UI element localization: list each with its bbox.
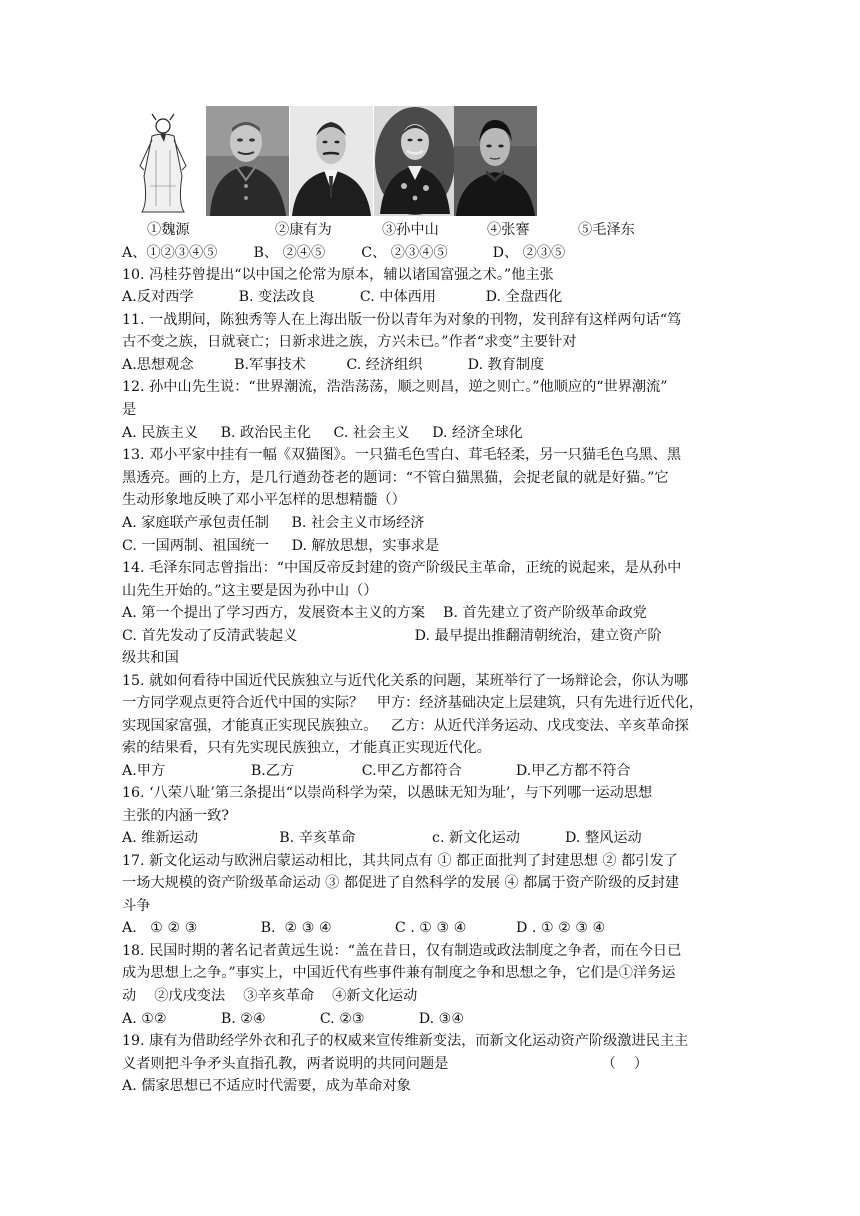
question-line: 11. 一战期间，陈独秀等人在上海出版一份以青年为对象的刊物，发刊辞有这样两句话“笃 [122,312,682,328]
question-line: A.甲方 B.乙方 C.甲乙方都符合 D.甲乙方都不符合 [122,763,631,779]
question-line: A. 维新运动 B. 辛亥革命 c. 新文化运动 D. 整风运动 [122,830,642,846]
question-line: 生动形象地反映了邓小平怎样的思想精髓（） [122,492,406,508]
question-line: 山先生开始的。”这主要是因为孙中山（） [122,583,378,599]
portrait-caption: ④张謇 [487,222,530,238]
question-line: 18. 民国时期的著名记者黄远生说：“盖在昔日，仅有制造或政法制度之争者，而在今日已 [122,943,682,959]
portrait-caption: ②康有为 [275,222,332,238]
question-line: 10. 冯桂芬曾提出“以中国之伦常为原本，辅以诸国富强之术。”他主张 [122,267,554,283]
portrait-caption: ①魏源 [147,222,190,238]
question-line: 古不变之族，日就衰亡；日新求进之族，方兴未已。”作者“求变”主要针对 [122,334,577,350]
question-line: 一方同学观点更符合近代中国的实际？ 甲方：经济基础决定上层建筑，只有先进行近代化， [122,695,704,711]
portrait-zhang-jian-image [374,106,457,216]
question-line: A. 第一个提出了学习西方，发展资本主义的方案 B. 首先建立了资产阶级革命政党 [122,605,647,621]
question-line: 是 [122,402,137,418]
question-line: 14. 毛泽东同志曾指出：“中国反帝反封建的资产阶级民主革命，正统的说起来，是从孙中 [122,560,682,576]
question-line: 黑透亮。画的上方，是几行遒劲苍老的题词：“不管白猫黑猫，会捉老鼠的就是好猫。”它 [122,470,669,486]
question-line: 19. 康有为借助经学外衣和孔子的权威来宣传维新变法，而新文化运动资产阶级激进民主主 [122,1033,689,1049]
question-line: 15. 就如何看待中国近代民族独立与近代化关系的问题，某班举行了一场辩论会，你认为哪 [122,673,689,689]
question-line: 义者则把斗争矛头直指孔教，两者说明的共同问题是 （ ） [122,1056,649,1072]
question-line: 16. ‘八荣八耻’第三条提出“以崇尚科学为荣，以愚昧无知为耻’，与下列哪一运动思想 [122,785,653,801]
question-line: A. 儒家思想已不适应时代需要，成为革命对象 [122,1078,411,1094]
question-line: 实现国家富强，才能真正实现民族独立。 乙方：从近代洋务运动、戊戌变法、辛亥革命探 [122,718,689,734]
portrait-strip [122,106,538,216]
question-line: A. 民族主义 B. 政治民主化 C. 社会主义 D. 经济全球化 [122,425,523,441]
question-line: A.反对西学 B. 变法改良 C. 中体西用 D. 全盘西化 [122,289,563,305]
question-line: 一场大规模的资产阶级革命运动 ③ 都促进了自然科学的发展 ④ 都属于资产阶级的反封建 [122,875,680,891]
question-line: 成为思想上之争。”事实上，中国近代有些事件兼有制度之争和思想之争，它们是①洋务运 [122,965,676,981]
portrait-kang-youwei-image [206,106,289,216]
question-line: C. 首先发动了反清武装起义 D. 最早提出推翻清朝统治，建立资产阶 [122,628,662,644]
question-line: 12. 孙中山先生说：“世界潮流，浩浩荡荡，顺之则昌，逆之则亡。”他顺应的“世界潮流” [122,379,668,395]
portrait-caption: ③孙中山 [382,222,439,238]
portrait-mao-zedong-image [454,106,537,216]
question-line: A. ① ② ③ B. ② ③ ④ C . ① ③ ④ D . ① ② ③ ④ [122,920,606,936]
question-line: A. 家庭联产承包责任制 B. 社会主义市场经济 [122,515,425,531]
question-line: 斗争 [122,898,151,914]
portrait-wei-yuan-image [122,106,205,216]
question-line: 13. 邓小平家中挂有一幅《双猫图》。一只猫毛色雪白、茸毛轻柔，另一只猫毛色乌黑、黑 [122,447,682,463]
question-line: A.思想观念 B.军事技术 C. 经济组织 D. 教育制度 [122,357,545,373]
portrait-sun-yat-sen-image [290,106,373,216]
question-line: 17. 新文化运动与欧洲启蒙运动相比，其共同点有 ① 都正面批判了封建思想 ② 都引发了 [122,853,678,869]
question-line: C. 一国两制、祖国统一 D. 解放思想，实事求是 [122,538,440,554]
question-line: A. ①② B. ②④ C. ②③ D. ③④ [122,1011,465,1027]
question-line: A、①②③④⑤ B、 ②④⑤ C、 ②③④⑤ D、 ②③⑤ [122,245,566,261]
portrait-caption: ⑤毛泽东 [578,222,635,238]
question-line: 索的结果看，只有先实现民族独立，才能真正实现近代化。 [122,740,491,756]
question-line: 级共和国 [122,650,179,666]
question-line: 主张的内涵一致? [122,808,229,824]
question-line: 动 ②戊戌变法 ③辛亥革命 ④新文化运动 [122,988,418,1004]
